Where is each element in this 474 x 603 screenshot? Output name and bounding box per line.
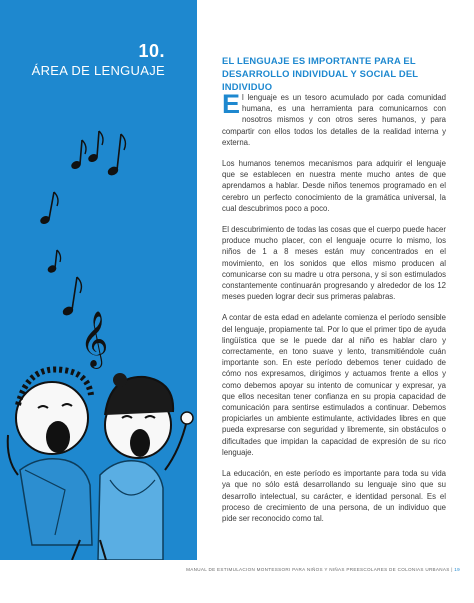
article-body [222, 89, 446, 534]
music-note-icon [40, 192, 58, 225]
drop-cap: E [222, 89, 241, 119]
paragraph [222, 89, 446, 148]
paragraph-text: l lenguaje es un tesoro acumulado por cada comunidad humana, es una herramienta para comunicarnos con nosotros mismos y con otros seres humanos, y para compartir con ellos todos los detalles de la realidad interna y externa. [222, 93, 446, 147]
page-number: 19 [454, 567, 460, 572]
music-note-icon [88, 131, 103, 163]
article-heading: EL LENGUAJE ES IMPORTANTE PARA EL DESARROLLO INDIVIDUAL Y SOCIAL DEL INDIVIDUO [222, 55, 419, 92]
music-note-icon [62, 277, 81, 316]
music-note-icon [71, 140, 86, 170]
music-illustration [0, 0, 197, 560]
chapter-title: ÁREA DE LENGUAJE [31, 63, 165, 78]
music-note-icon [107, 134, 125, 176]
music-note-icon [47, 250, 60, 273]
chapter-number: 10. [138, 41, 165, 61]
footer-text: MANUAL DE ESTIMULACION MONTESSORI PARA NIÑOS Y NIÑAS PREESCOLARES DE COLONIAS URBANAS | [186, 567, 453, 572]
treble-clef-icon: 𝄞 [80, 311, 109, 367]
chapter-sidebar [0, 0, 197, 560]
paragraph: El descubrimiento de todas las cosas que el cuerpo puede hacer produce mucho placer, con el lenguaje ocurre lo mismo, los niños de 1 a 8 meses están muy concentrados en el movimiento, en los sonidos que ellos mismo producen al comunicarse con su madre u otra persona, y si son estimulados constantemente continuarán progresando y alrededor de los 12 meses pueden lograr decir sus primeras palabras. [222, 225, 446, 302]
paragraph: La educación, en este período es importante para toda su vida ya que no sólo está desarrollando su lenguaje sino que su desarrollo intelectual, su carácter, e identidad personal. Es el proceso de crecimiento de una persona, de un individuo que pide ser reconocido como tal. [222, 469, 446, 523]
page-footer [0, 567, 460, 572]
singing-children-illustration [8, 369, 193, 560]
paragraph: A contar de esta edad en adelante comienza el período sensible del lenguaje, propiamente tal. Por lo que el primer tipo de ayuda lingüística que se le puede dar al niño es hablar claro y correctamente, en tono suave y lento, transmitiéndole cuán importante son. En este período debemos tener cuidado de cómo nos expresamos, dirigimos y actuamos frente a ellos y como debemos apoyar su intento de comunicar y expresar, ya que ellos necesitan tener confianza en su propia capacidad de comunicación para sentirse estimulados a continuar. Debemos propiciarles un ambiente estimulante, actividades libres en que pueda expresarse con seguridad y libremente, sin obstáculos o dificultades que impidan la capacidad de expresión de su rico lenguaje. [222, 313, 446, 457]
paragraph: Los humanos tenemos mecanismos para adquirir el lenguaje que se establecen en nuestra mente mucho antes de que aprendamos a hablar. Desde niños tenemos programado en el cerebro un perfecto conocimiento de la gramática universal, la cual descubrimos poco a poco. [222, 159, 446, 213]
